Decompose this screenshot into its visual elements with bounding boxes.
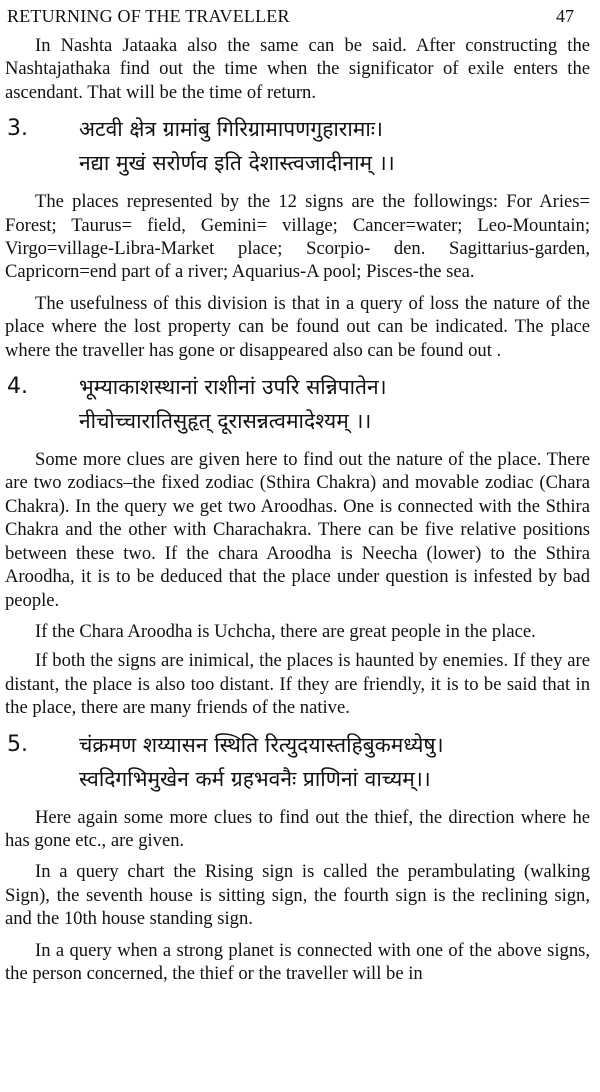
paragraph-query-chart: In a query chart the Rising sign is called the perambulating (walking Sign), the seventh house is sitting sign, the fourth sign is the reclining sign, and the 10th house standing sign. — [5, 861, 590, 930]
verse-number: 3. — [7, 116, 28, 142]
verse-5 — [5, 728, 590, 796]
verse-line-2: नीचोच्चारातिसुहृत् दूरासन्नत्वमादेश्यम् ।। — [79, 409, 372, 434]
verse-4 — [5, 370, 590, 438]
running-header — [5, 6, 590, 32]
paragraph-zodiacs: Some more clues are given here to find out the nature of the place. There are two zodiacs–the fixed zodiac (Sthira Chakra) and movable zodiac (Chara Chakra). In the query we get two Aroodhas. One is connected with the Sthira Chakra and the other with Charachakra. There can be five relative positions between these two. If the chara Aroodha is Neecha (lower) to the Sthira Aroodha, it is to be deduced that the place under question is infested by bad people. — [5, 449, 590, 611]
verse-text — [79, 370, 590, 438]
verse-text — [79, 728, 590, 796]
chapter-running-title: RETURNING OF THE TRAVELLER — [7, 6, 290, 26]
verse-line-2: स्वदिगभिमुखेन कर्म ग्रहभवनैः प्राणिनां वाच्यम्।। — [79, 766, 431, 791]
paragraph-uchcha: If the Chara Aroodha is Uchcha, there are great people in the place. — [35, 620, 536, 642]
verse-line-1: चंक्रमण शय्यासन स्थिति रित्युदयास्तहिबुकमध्येषु। — [79, 732, 444, 757]
paragraph-sign-places: The places represented by the 12 signs are the followings: For Aries= Forest; Taurus= field, Gemini= village; Cancer=water; Leo-Mountain; Virgo=village-Libra-Market place; Scorpio- den. Sagittarius-garden, Capricorn=end part of a river; Aquarius-A pool; Pisces-the sea. — [5, 191, 590, 283]
paragraph-nashta-jataaka: In Nashta Jataaka also the same can be said. After constructing the Nashtajathaka find out the time when the significator of exile enters the ascendant. That will be the time of return. — [5, 35, 590, 103]
paragraph-division-usefulness: The usefulness of this division is that in a query of loss the nature of the place where the lost property can be found out can be indicated. The place where the traveller has gone or disappeared also can be found out . — [5, 292, 590, 361]
paragraph-inimical: If both the signs are inimical, the places is haunted by enemies. If they are distant, the place is also too distant. If they are friendly, it is to be said that in the place, there are many friends of the native. — [5, 650, 590, 719]
verse-line-1: अटवी क्षेत्र ग्रामांबु गिरिग्रामापणगुहारामाः। — [79, 117, 384, 142]
verse-number: 5. — [7, 731, 28, 757]
page-number: 47 — [556, 6, 574, 26]
paragraph-strong-planet: In a query when a strong planet is connected with one of the above signs, the person concerned, the thief or the traveller will be in — [5, 939, 590, 984]
verse-number: 4. — [7, 374, 28, 400]
paragraph-thief-clues: Here again some more clues to find out the thief, the direction where he has gone etc., are given. — [5, 806, 590, 851]
verse-line-2: नद्या मुखं सरोर्णव इति देशास्त्वजादीनाम् ।। — [79, 151, 395, 176]
verse-text — [79, 112, 590, 180]
verse-line-1: भूम्याकाशस्थानां राशीनां उपरि सन्निपातेन। — [79, 375, 387, 400]
verse-3 — [5, 112, 590, 180]
